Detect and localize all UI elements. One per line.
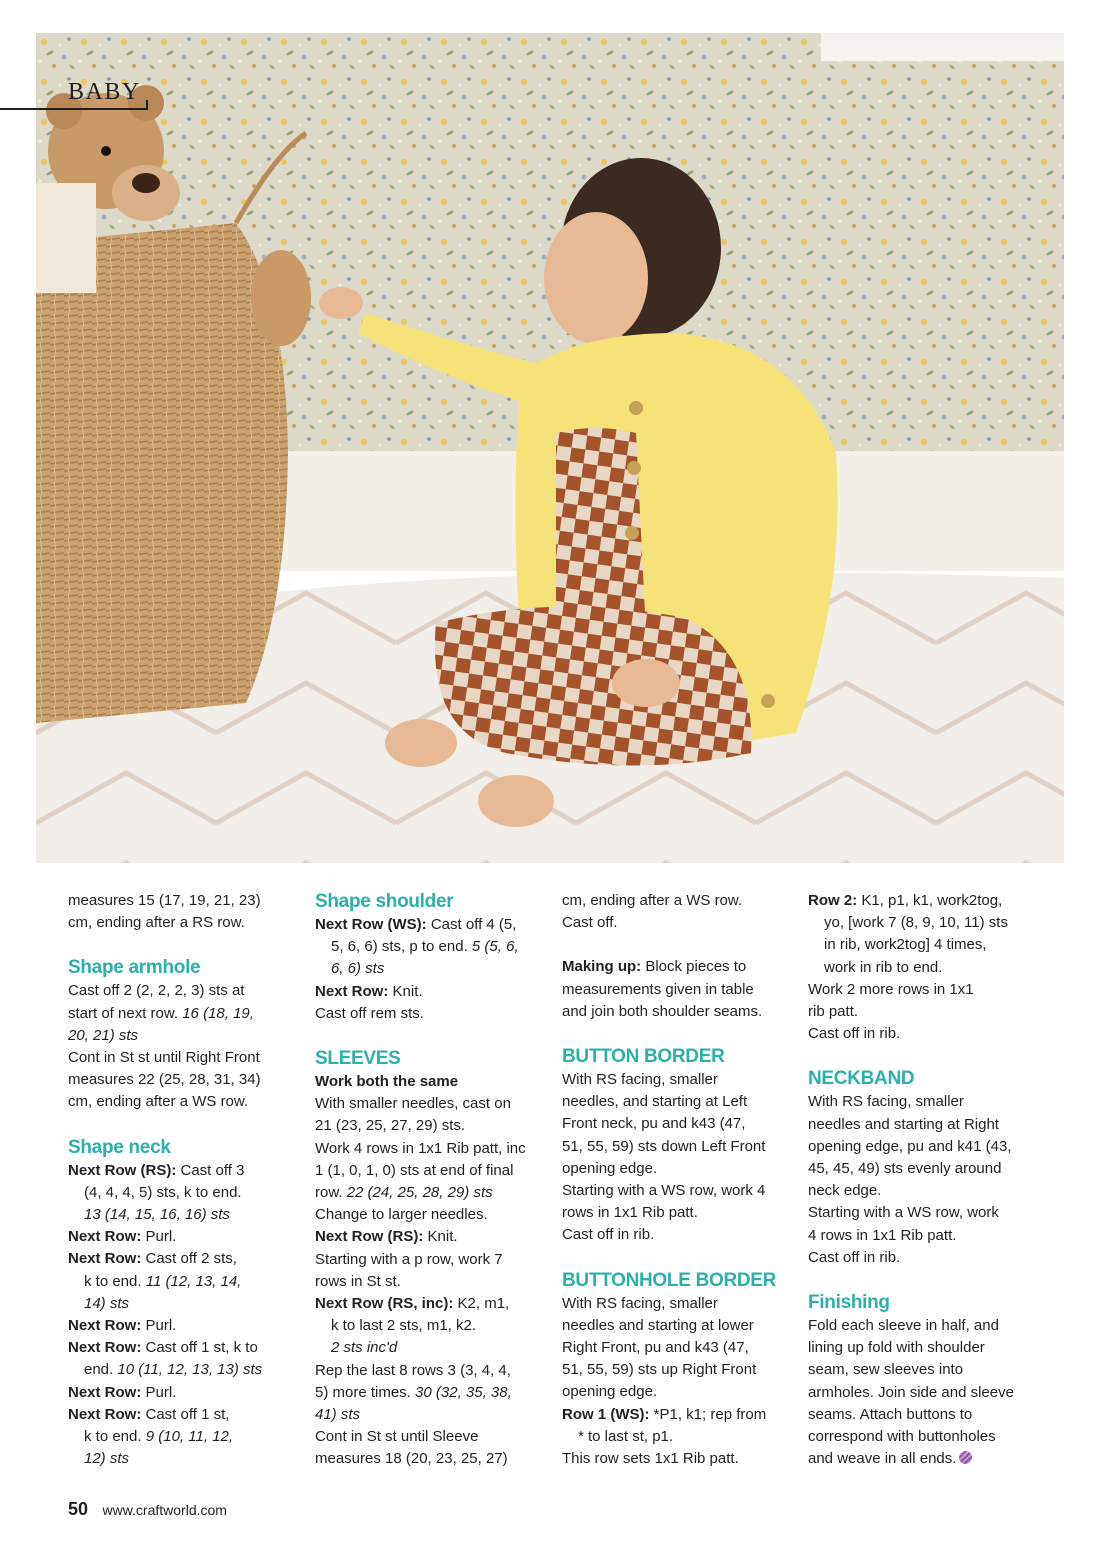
heading-shape-armhole: Shape armhole	[68, 957, 201, 979]
text-line: With smaller needles, cast on	[315, 1095, 511, 1113]
column-2	[315, 890, 547, 1471]
text-line: Change to larger needles.	[315, 1206, 488, 1224]
text-line: seam, sew sleeves into	[808, 1361, 964, 1379]
instruction-row: Row 1 (WS): *P1, k1; rep from	[562, 1405, 767, 1423]
instruction-row: Next Row: Knit.	[315, 982, 423, 1000]
text-line: opening edge.	[562, 1383, 658, 1401]
text-line: measures 18 (20, 23, 25, 27)	[315, 1450, 508, 1468]
text-line: With RS facing, smaller	[562, 1071, 718, 1089]
text-line: needles and starting at Right	[808, 1115, 999, 1133]
instruction-row: Next Row (RS): Knit.	[315, 1228, 458, 1246]
text-line: Cast off.	[562, 914, 618, 932]
instruction-row: Making up: Block pieces to	[562, 958, 747, 976]
text-line: opening edge.	[562, 1159, 658, 1177]
stitch-count: 41) sts	[315, 1406, 361, 1424]
text-line: lining up fold with shoulder	[808, 1339, 985, 1357]
text-line: correspond with buttonholes	[808, 1428, 996, 1446]
text-line: 51, 55, 59) sts up Right Front	[562, 1361, 757, 1379]
text-line: neck edge.	[808, 1182, 882, 1200]
text-line: armholes. Join side and sleeve	[808, 1383, 1014, 1401]
text-line: and join both shoulder seams.	[562, 1002, 763, 1020]
heading-finishing: Finishing	[808, 1292, 890, 1314]
heading-shape-shoulder: Shape shoulder	[315, 891, 454, 912]
subheading: Work both the same	[315, 1073, 459, 1091]
heading-neckband: NECKBAND	[808, 1068, 915, 1090]
section-label: BABY	[68, 79, 141, 105]
text-line: Starting with a WS row, work	[808, 1204, 999, 1222]
text-line: Cast off in rib.	[562, 1226, 655, 1244]
heading-sleeves: SLEEVES	[315, 1048, 401, 1070]
instruction-row: Next Row: Cast off 1 st, k to	[68, 1339, 258, 1357]
text-line: 5, 6, 6) sts, p to end. 5 (5, 6,	[331, 938, 519, 956]
text-line: With RS facing, smaller	[808, 1093, 964, 1111]
text-line: 21 (23, 25, 27, 29) sts.	[315, 1117, 466, 1135]
text-line: Fold each sleeve in half, and	[808, 1317, 999, 1335]
text-line: and weave in all ends.	[808, 1448, 1048, 1470]
text-line: measures 22 (25, 28, 31, 34)	[68, 1071, 261, 1089]
instruction-row: Next Row: Cast off 2 sts,	[68, 1250, 237, 1268]
text-line: k to end. 9 (10, 11, 12,	[84, 1428, 234, 1446]
instruction-row: Row 2: K1, p1, k1, work2tog,	[808, 892, 1003, 909]
text-line: yo, [work 7 (8, 9, 10, 11) sts	[824, 914, 1008, 932]
text-line: Starting with a p row, work 7	[315, 1250, 503, 1268]
instruction-row: Next Row (RS, inc): K2, m1,	[315, 1295, 510, 1313]
text-line: Cont in St st until Sleeve	[315, 1428, 479, 1446]
text-line: Right Front, pu and k43 (47,	[562, 1339, 749, 1357]
text-line: cm, ending after a WS row.	[68, 1093, 249, 1111]
text-line: Starting with a WS row, work 4	[562, 1182, 766, 1200]
stitch-count: 13 (14, 15, 16, 16) sts	[84, 1206, 230, 1224]
heading-buttonhole-border: BUTTONHOLE BORDER	[562, 1269, 777, 1291]
section-tag-tick	[146, 100, 148, 110]
text-line: Cont in St st until Right Front	[68, 1049, 260, 1067]
stitch-count: 14) sts	[84, 1294, 130, 1312]
stitch-count: 6, 6) sts	[331, 960, 385, 978]
column-1	[68, 890, 300, 1470]
text-line: Cast off 2 (2, 2, 2, 3) sts at	[68, 982, 245, 1000]
text-line: seams. Attach buttons to	[808, 1405, 973, 1423]
text-line: Cast off in rib.	[808, 1248, 901, 1266]
text-line: With RS facing, smaller	[562, 1294, 718, 1312]
instruction-row: Next Row: Purl.	[68, 1317, 177, 1335]
text-line: start of next row. 16 (18, 19,	[68, 1004, 254, 1022]
heading-shape-neck: Shape neck	[68, 1136, 171, 1158]
baby-cardigan-photo	[36, 33, 1064, 863]
column-3	[562, 890, 794, 1470]
instruction-row: Next Row: Cast off 1 st,	[68, 1405, 230, 1423]
text-line: row. 22 (24, 25, 28, 29) sts	[315, 1184, 493, 1202]
text-line: * to last st, p1.	[578, 1427, 674, 1445]
text-line: measures 15 (17, 19, 21, 23)	[68, 892, 261, 909]
text-line: end. 10 (11, 12, 13, 13) sts	[84, 1361, 263, 1379]
text-line: 51, 55, 59) sts down Left Front	[562, 1137, 766, 1155]
website-link[interactable]: www.craftworld.com	[102, 1502, 227, 1518]
text-line: cm, ending after a RS row.	[68, 914, 245, 932]
text-line: cm, ending after a WS row.	[562, 892, 743, 909]
section-tag	[0, 78, 146, 110]
instruction-row: Next Row: Purl.	[68, 1228, 177, 1246]
text-line: k to last 2 sts, m1, k2.	[331, 1317, 477, 1335]
page-number: 50	[68, 1499, 89, 1519]
yarn-ball-icon	[959, 1451, 972, 1464]
text-line: opening edge, pu and k41 (43,	[808, 1137, 1012, 1155]
text-line: k to end. 11 (12, 13, 14,	[84, 1272, 242, 1290]
text-line: 20, 21) sts	[68, 1026, 139, 1044]
text-line: rib patt.	[808, 1003, 859, 1021]
text-line: needles, and starting at Left	[562, 1093, 748, 1111]
text-line: 1 (1, 0, 1, 0) sts at end of final	[315, 1161, 514, 1179]
text-line: measurements given in table	[562, 980, 754, 998]
text-line: (4, 4, 4, 5) sts, k to end.	[84, 1183, 242, 1201]
instruction-row: Next Row (RS): Cast off 3	[68, 1161, 245, 1179]
text-line: Rep the last 8 rows 3 (3, 4, 4,	[315, 1361, 511, 1379]
text-line: This row sets 1x1 Rib patt.	[562, 1450, 739, 1468]
text-line: Cast off in rib.	[808, 1025, 901, 1043]
text-line: Front neck, pu and k43 (47,	[562, 1115, 746, 1133]
text-line: work in rib to end.	[824, 958, 943, 976]
text-line: rows in St st.	[315, 1272, 401, 1290]
heading-button-border: BUTTON BORDER	[562, 1046, 725, 1068]
text-line: 5) more times. 30 (32, 35, 38,	[315, 1383, 512, 1401]
text-line: needles and starting at lower	[562, 1316, 754, 1334]
text-line: in rib, work2tog] 4 times,	[824, 936, 987, 954]
page-footer	[68, 1499, 227, 1523]
stitch-count: 12) sts	[84, 1450, 130, 1468]
text-line: 4 rows in 1x1 Rib patt.	[808, 1226, 957, 1244]
text-line: Cast off rem sts.	[315, 1004, 424, 1022]
stitch-count: 2 sts inc'd	[331, 1339, 398, 1357]
column-4	[808, 890, 1048, 1470]
instruction-row: Next Row: Purl.	[68, 1383, 177, 1401]
text-line: Work 4 rows in 1x1 Rib patt, inc	[315, 1139, 526, 1157]
hero-photo	[36, 33, 1064, 863]
text-line: rows in 1x1 Rib patt.	[562, 1204, 698, 1222]
instruction-row: Next Row (WS): Cast off 4 (5,	[315, 916, 517, 933]
text-line: Work 2 more rows in 1x1	[808, 980, 974, 998]
text-line: 45, 45, 49) sts evenly around	[808, 1160, 1002, 1178]
